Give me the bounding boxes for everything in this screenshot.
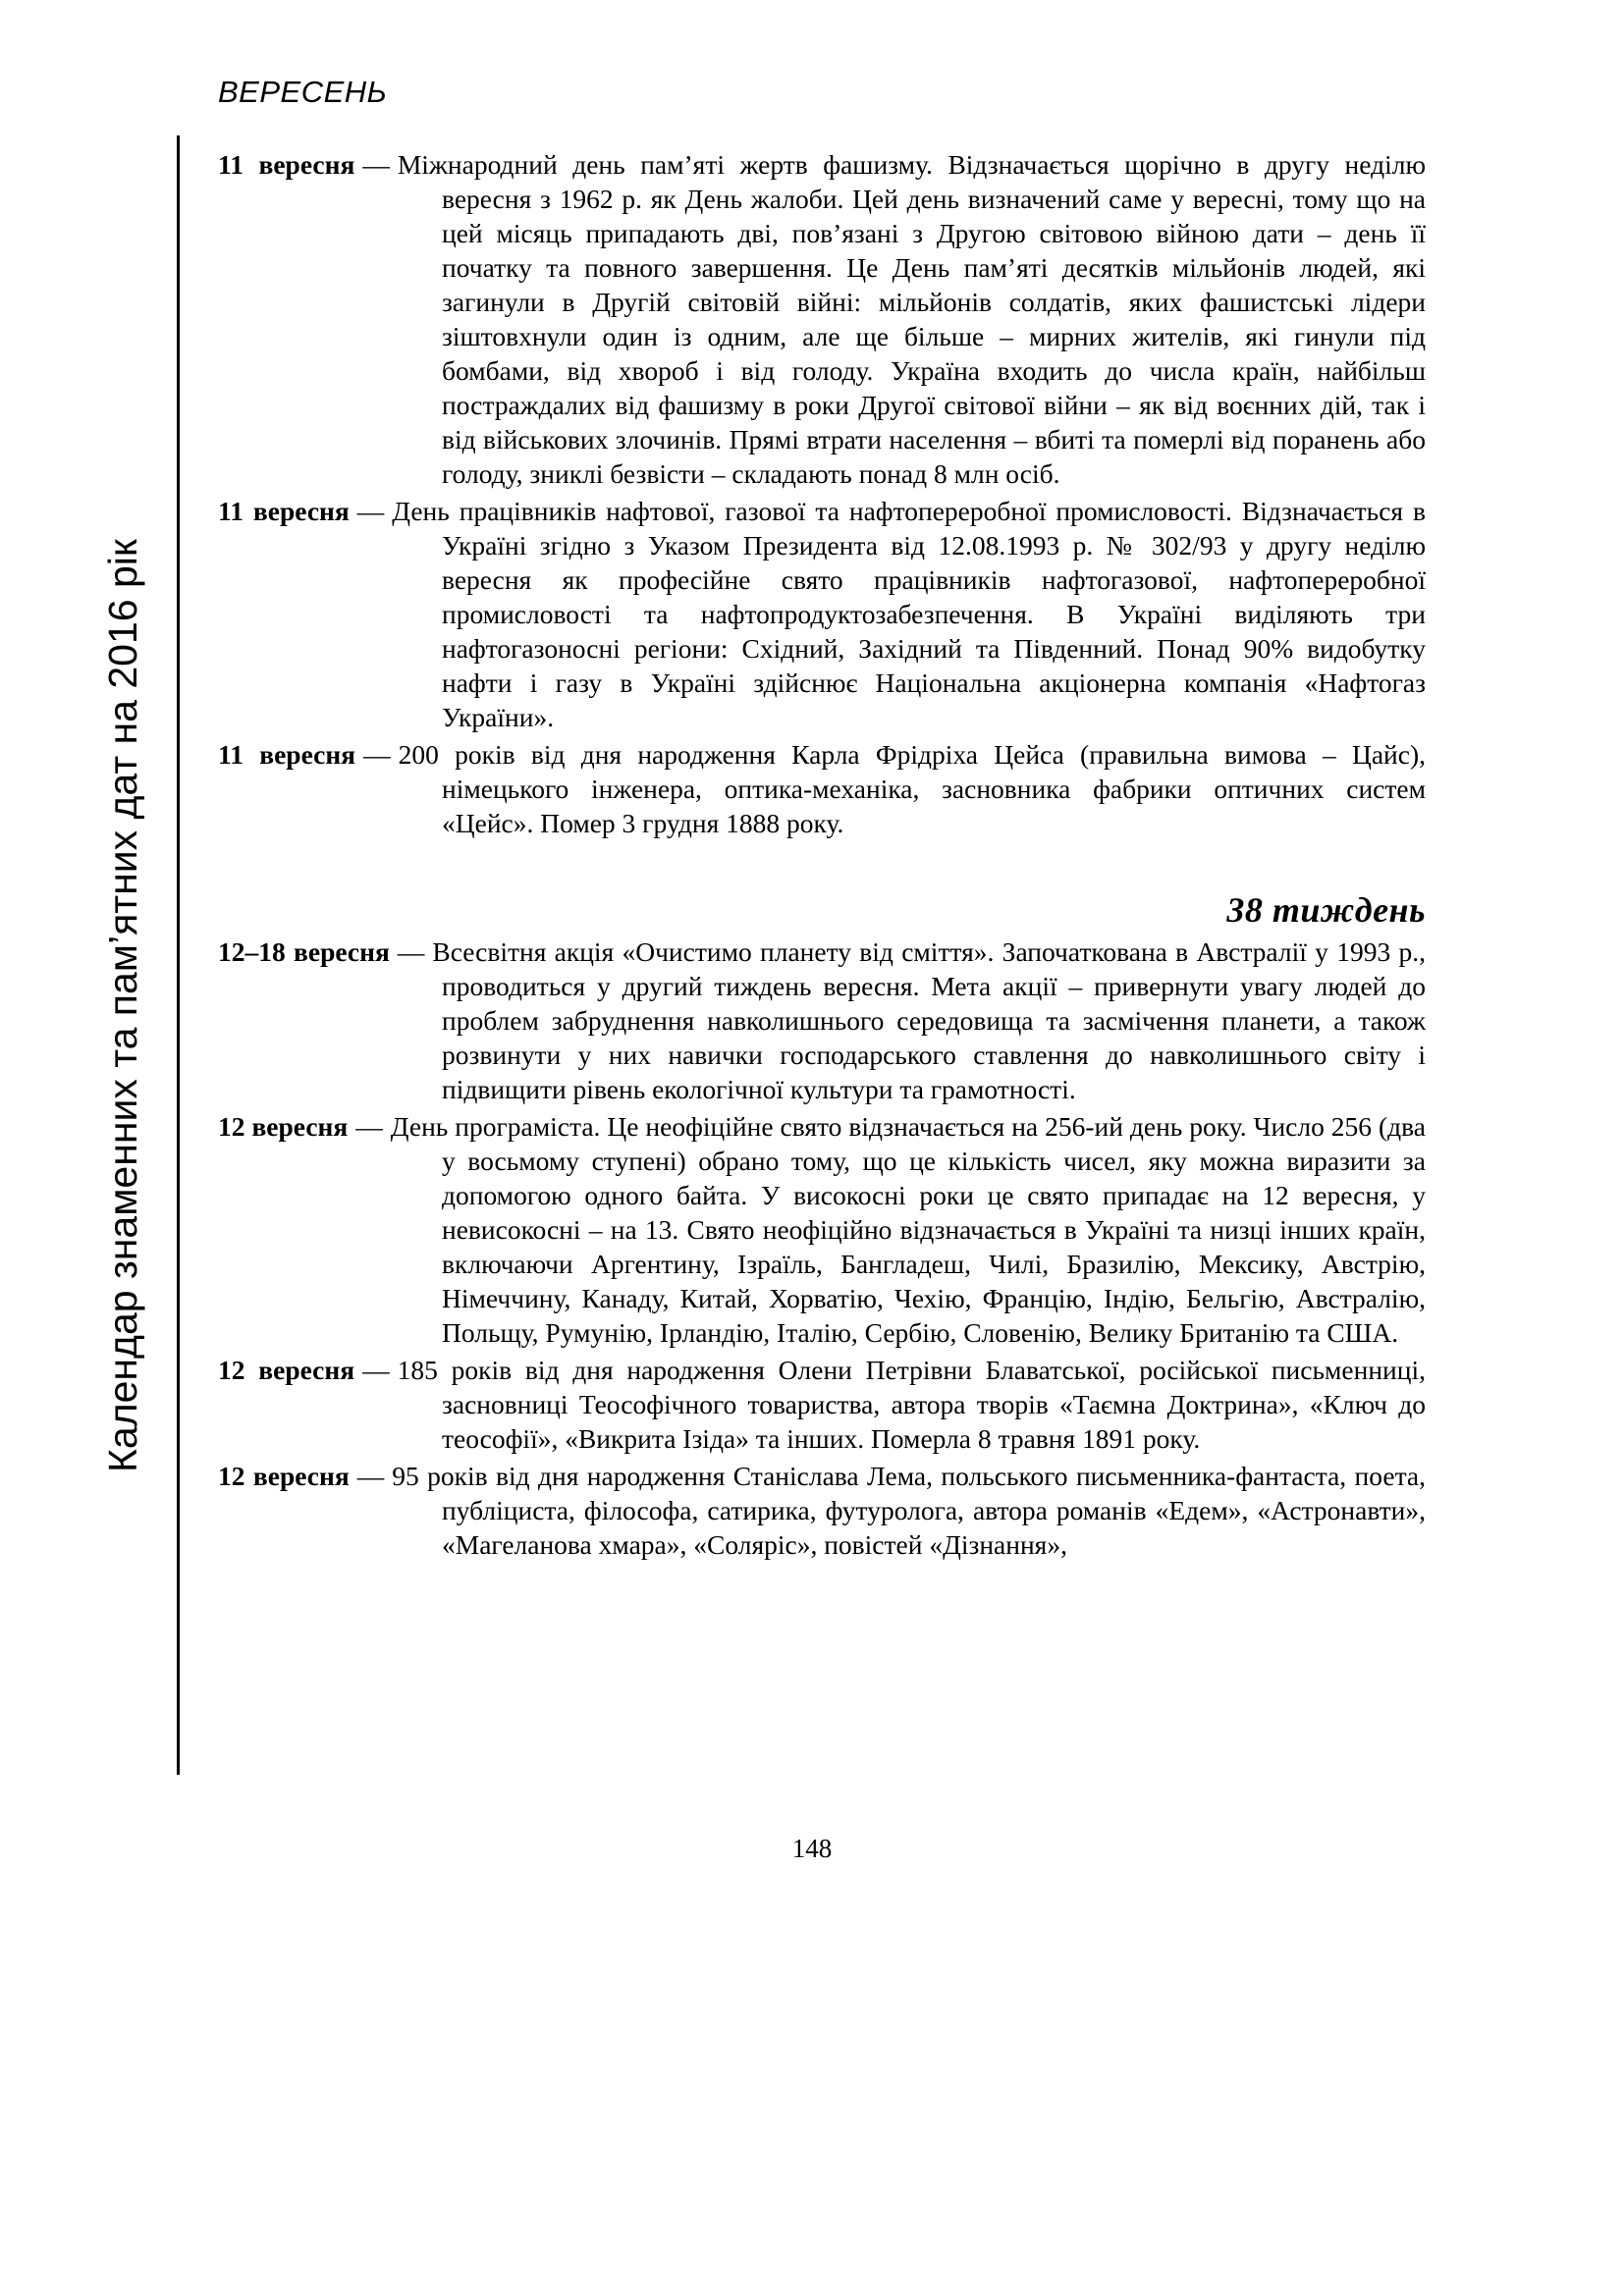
- entry-date: 12–18 вересня: [218, 936, 390, 967]
- calendar-entry: [218, 1109, 1426, 1350]
- entry-dash: —: [362, 1355, 390, 1385]
- side-vertical-rule: [177, 135, 180, 1775]
- entry-date: 11 вересня: [218, 496, 350, 526]
- calendar-entry: [218, 737, 1426, 840]
- calendar-entry: [218, 494, 1426, 734]
- entry-text: 185 років від дня народження Олени Петрівни Блаватської, російської письменниці, засновниці Теософічного товариства, автора творів «Таємна Доктрина», «Ключ до теософії», «Викрита Ізіда» та інших. Померла 8 травня 1891 року.: [397, 1355, 1426, 1454]
- entry-text: Міжнародний день пам’яті жертв фашизму. Відзначається щорічно в другу неділю вересня з 1962 р. як День жалоби. Цей день визначений саме у вересні, тому що на цей місяць припадають дві, пов’язані з Другою світовою війною дати – день її початку та повного завершення. Це День пам’яті десятків мільйонів людей, які загинули в Другій світовій війні: мільйонів солдатів, яких фашистські лідери зіштовхнули один із одним, але ще більше – мирних жителів, які гинули під бомбами, від хвороб і від голоду. Україна входить до числа країн, найбільш постраждалих від фашизму в роки Другої світової війни – як від воєнних дій, так і від військових злочинів. Прямі втрати населення – вбиті та померлі від поранень або голоду, зниклі безвісти – складають понад 8 млн осіб.: [397, 149, 1426, 489]
- calendar-entry: [218, 1459, 1426, 1562]
- entry-text: 200 років від дня народження Карла Фрідріха Цейса (правильна вимова – Цайс), німецького інженера, оптика-механіка, засновника фабрики оптичних систем «Цейс». Помер 3 грудня 1888 року.: [398, 739, 1426, 838]
- week-heading: 38 тиждень: [1226, 890, 1426, 930]
- entry-date: 12 вересня: [218, 1355, 355, 1385]
- entry-text: День програміста. Це неофіційне свято відзначається на 256-ий день року. Число 256 (два у восьмому ступені) обрано тому, що це кількість чисел, яку можна виразити за допомогою одного байта. У високосні роки це свято припадає на 12 вересня, у невисокосні – на 13. Свято неофіційно відзначається в Україні та низці інших країн, включаючи Аргентину, Ізраїль, Бангладеш, Чилі, Бразилію, Мексику, Австрію, Німеччину, Канаду, Китай, Хорватію, Чехію, Францію, Індію, Бельгію, Австралію, Польщу, Румунію, Ірландію, Італію, Сербію, Словенію, Велику Британію та США.: [390, 1111, 1426, 1348]
- entry-dash: —: [356, 1461, 385, 1491]
- calendar-entry: [218, 934, 1426, 1106]
- page-content: [218, 147, 1426, 1565]
- calendar-entry: [218, 147, 1426, 491]
- running-header-month: ВЕРЕСЕНЬ: [218, 75, 388, 109]
- page-number: 148: [791, 1834, 833, 1863]
- entry-date: 12 вересня: [218, 1461, 350, 1491]
- entry-date: 11 вересня: [218, 739, 356, 770]
- entry-dash: —: [362, 149, 390, 180]
- entry-text: День працівників нафтової, газової та нафтопереробної промисловості. Відзначається в Україні згідно з Указом Президента від 12.08.1993 р. № 302/93 у другу неділю вересня як професійне свято працівників нафтогазової, нафтопереробної промисловості та нафтопродуктозабезпечення. В Україні виділяють три нафтогазоносні регіони: Східний, Західний та Південний. Понад 90% видобутку нафти і газу в Україні здійснює Національна акціонерна компанія «Нафтогаз України».: [392, 496, 1426, 732]
- side-title: Календар знаменних та пам’ятних дат на 2016 рік: [100, 539, 145, 1472]
- entry-date: 12 вересня: [218, 1111, 349, 1142]
- entry-dash: —: [355, 1111, 383, 1142]
- calendar-entry: [218, 1353, 1426, 1456]
- entry-dash: —: [363, 739, 391, 770]
- entry-date: 11 вересня: [218, 149, 355, 180]
- entry-text: 95 років від дня народження Станіслава Лема, польського письменника-фантаста, поета, публіциста, філософа, сатирика, футуролога, автора романів «Едем», «Астронавти», «Магеланова хмара», «Соляріс», повістей «Дізнання»,: [392, 1461, 1426, 1560]
- entry-dash: —: [397, 936, 425, 967]
- entry-dash: —: [356, 496, 385, 526]
- entry-text: Всесвітня акція «Очистимо планету від сміття». Започаткована в Австралії у 1993 р., проводиться у другий тиждень вересня. Мета акції – привернути увагу людей до проблем забруднення навколишнього середовища та засмічення планети, а також розвинути у них навички господарського ставлення до навколишнього світу і підвищити рівень екологічної культури та грамотності.: [432, 936, 1426, 1104]
